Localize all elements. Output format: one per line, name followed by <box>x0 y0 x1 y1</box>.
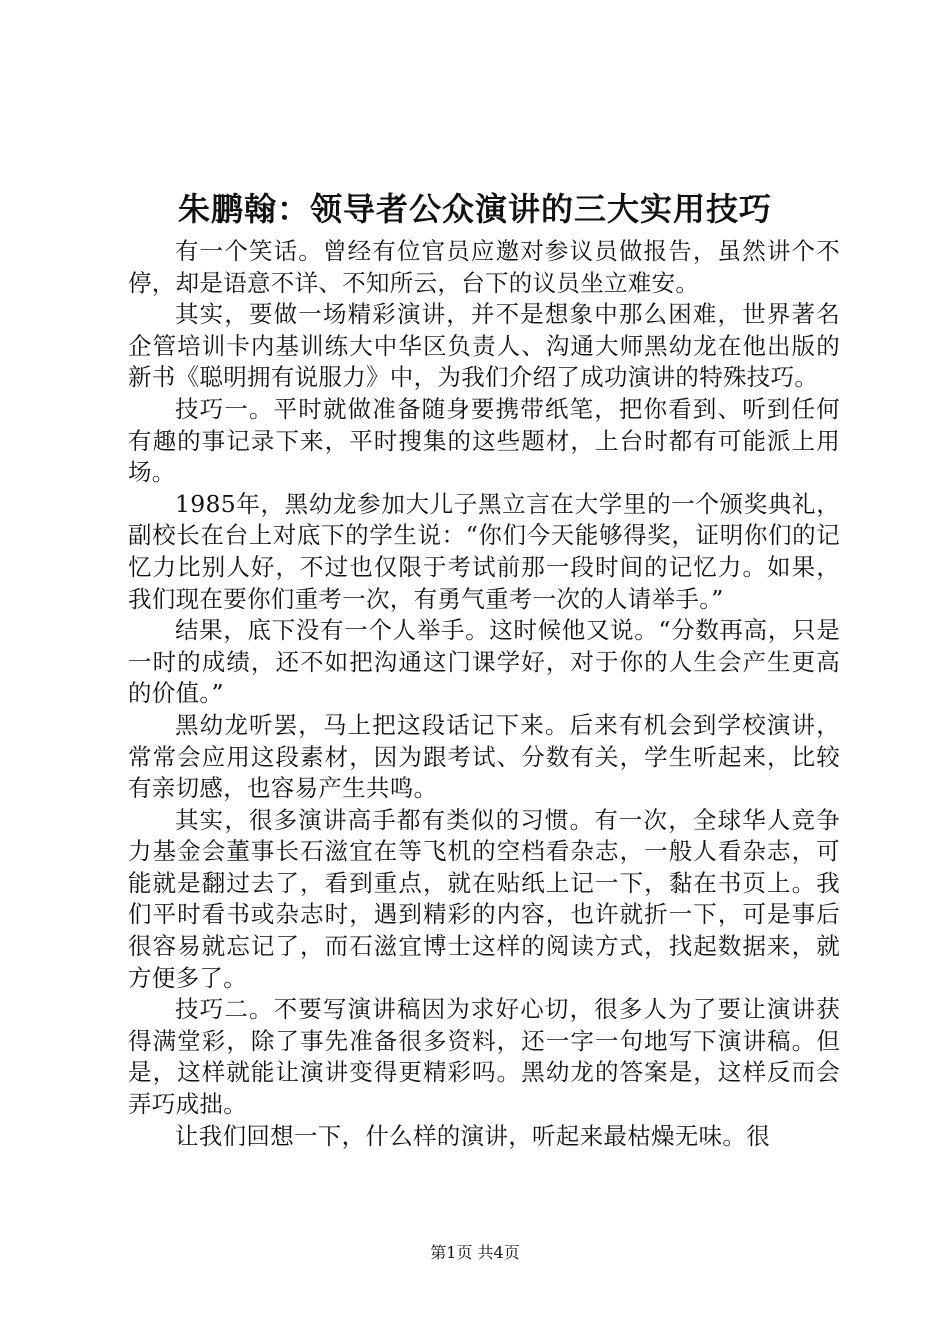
paragraph: 1985年，黑幼龙参加大儿子黑立言在大学里的一个颁奖典礼，副校长在台上对底下的学生说：“你们今天能够得奖，证明你们的记忆力比别人好，不过也仅限于考试前那一段时间的记忆力。如果，我们现在要你们重考一次，有勇气重考一次的人请举手。” <box>128 489 840 613</box>
document-body <box>128 236 840 1152</box>
paragraph: 其实，要做一场精彩演讲，并不是想象中那么困难，世界著名企管培训卡内基训练大中华区负责人、沟通大师黑幼龙在他出版的新书《聪明拥有说服力》中，为我们介绍了成功演讲的特殊技巧。 <box>128 300 840 392</box>
paragraph: 让我们回想一下，什么样的演讲，听起来最枯燥无味。很 <box>175 1121 770 1150</box>
paragraph: 技巧一。平时就做准备随身要携带纸笔，把你看到、听到任何有趣的事记录下来，平时搜集的这些题材，上台时都有可能派上用场。 <box>128 394 840 487</box>
page-number-footer: 第1页 共4页 <box>430 1243 520 1262</box>
document-title: 朱鹏翰：领导者公众演讲的三大实用技巧 <box>177 190 772 228</box>
paragraph: 技巧二。不要写演讲稿因为求好心切，很多人为了要让演讲获得满堂彩，除了事先准备很多资料，还一字一句地写下演讲稿。但是，这样就能让演讲变得更精彩吗。黑幼龙的答案是，这样反而会弄巧成拙。 <box>128 995 840 1119</box>
paragraph: 其实，很多演讲高手都有类似的习惯。有一次，全球华人竞争力基金会董事长石滋宜在等飞机的空档看杂志，一般人看杂志，可能就是翻过去了，看到重点，就在贴纸上记一下，黏在书页上。我们平时看书或杂志时，遇到精彩的内容，也许就折一下，可是事后很容易就忘记了，而石滋宜博士这样的阅读方式，找起数据来，就方便多了。 <box>128 805 840 992</box>
paragraph: 结果，底下没有一个人举手。这时候他又说。“分数再高，只是一时的成绩，还不如把沟通这门课学好，对于你的人生会产生更高的价值。” <box>128 616 840 708</box>
paragraph: 黑幼龙听罢，马上把这段话记下来。后来有机会到学校演讲，常常会应用这段素材，因为跟考试、分数有关，学生听起来，比较有亲切感，也容易产生共鸣。 <box>128 710 840 803</box>
paragraph: 有一个笑话。曾经有位官员应邀对参议员做报告，虽然讲个不停，却是语意不详、不知所云，台下的议员坐立难安。 <box>128 237 840 297</box>
